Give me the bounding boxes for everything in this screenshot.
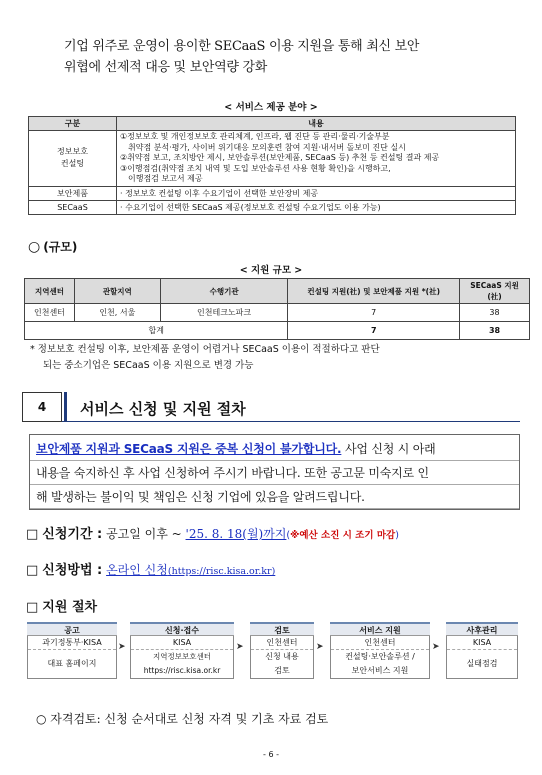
section-number: 4 xyxy=(22,392,62,422)
period-text: 공고일 이후 ~ xyxy=(102,527,186,541)
arrow-icon: ➤ xyxy=(432,642,440,652)
notice-line-1 xyxy=(36,437,513,461)
scale-heading xyxy=(28,238,77,255)
early-close-note: ※예산 소진 시 조기 마감 xyxy=(290,530,396,541)
step-announcement xyxy=(27,622,117,679)
arrow-icon: ➤ xyxy=(316,642,324,652)
arrow-icon: ➤ xyxy=(236,642,244,652)
scale-table-caption: < 지원 규모 > xyxy=(239,265,303,276)
table-row xyxy=(29,186,516,200)
service-category-product: 보안제품 xyxy=(29,186,117,200)
step-line: KISA xyxy=(447,636,517,650)
table-row xyxy=(25,322,530,340)
apply-url: (https://risc.kisa.or.kr) xyxy=(167,566,276,577)
service-content-secaas: · 수요기업이 선택한 SECaaS 제공(정보보호 컨설팅 수요기업도 이용 가능) xyxy=(117,200,516,214)
square-bullet: □ xyxy=(26,563,39,578)
step-title: 검토 xyxy=(250,622,314,636)
section-divider xyxy=(64,392,67,422)
scale-cell-agency: 인천테크노파크 xyxy=(160,304,288,322)
scale-heading-text: (규모) xyxy=(43,240,78,254)
step-line: KISA xyxy=(131,636,233,650)
notice-line-2: 내용을 숙지하신 후 사업 신청하여 주시기 바랍니다. 또한 공고문 미숙지로 인 xyxy=(36,466,429,480)
table-row xyxy=(29,131,516,187)
step-application xyxy=(130,622,234,679)
content-line: ①정보보호 및 개인정보보호 관리체계, 인프라, 웹 진단 등 관리·물리·기술부분 xyxy=(120,132,390,141)
service-content-consulting xyxy=(117,131,516,187)
step-followup xyxy=(446,622,518,679)
service-header-category: 구분 xyxy=(29,117,117,131)
content-line: ③이행점검(취약점 조치 내역 및 도입 보안솔루션 사용 현황 확인)을 시행하고, xyxy=(120,163,391,173)
duplicate-warning: 보안제품 지원과 SECaaS 지원은 중복 신청이 불가합니다. xyxy=(36,442,342,456)
intro-line-1: 기업 위주로 운영이 용이한 SECaaS 이용 지원을 통해 최신 보안 xyxy=(64,39,420,54)
paren: ) xyxy=(395,530,399,541)
scale-cell-region: 인천, 서울 xyxy=(74,304,160,322)
scale-header-secaas: SECaaS 지원(社) xyxy=(460,279,530,304)
intro-line-2: 위협에 선제적 대응 및 보안역량 강화 xyxy=(64,60,268,75)
step-line: 컨설팅·보안솔루션 / 보안서비스 지원 xyxy=(345,652,415,675)
application-period xyxy=(26,523,399,542)
step-line: 인천센터 xyxy=(331,636,429,650)
step-service xyxy=(330,622,430,679)
service-table xyxy=(28,116,516,215)
step-line: 신청 내용 검토 xyxy=(265,652,299,675)
notice-text: 사업 신청 시 아래 xyxy=(341,442,436,456)
step-title: 사후관리 xyxy=(446,622,518,636)
step-line: 실태점검 xyxy=(466,659,498,668)
deadline-text: '25. 8. 18(월)까지 xyxy=(185,527,287,541)
footnote-line-2: 되는 중소기업은 SECaaS 이용 지원으로 변경 가능 xyxy=(43,360,254,371)
page-number: - 6 - xyxy=(263,750,279,759)
step-line: 과기정통부·KISA xyxy=(28,636,116,650)
square-bullet: □ xyxy=(26,527,39,542)
notice-line-3: 해 발생하는 불이익 및 책임은 신청 기업에 있음을 알려드립니다. xyxy=(36,490,365,504)
arrow-icon: ➤ xyxy=(118,642,126,652)
procedure-label: 지원 절차 xyxy=(42,600,98,615)
service-category-consulting: 정보보호 컨설팅 xyxy=(29,131,117,187)
footnote-line-1: * 정보보호 컨설팅 이후, 보안제품 운영이 어렵거나 SECaaS 이용이 적절하다고 판단 xyxy=(30,344,380,355)
step-title: 공고 xyxy=(27,622,117,636)
scale-table xyxy=(24,278,530,340)
application-method xyxy=(26,559,275,578)
step-title: 신청·접수 xyxy=(130,622,234,636)
step-line: 대표 홈페이지 xyxy=(47,659,97,668)
content-line: ②취약점 보고, 조치방안 제시, 보안솔루션(보안제품, SECaaS 등) 추천 등 컨설팅 결과 제공 xyxy=(120,153,440,162)
content-line: 이행점검 보고서 제공 xyxy=(128,174,203,183)
intro-paragraph xyxy=(64,36,514,78)
online-apply-link[interactable] xyxy=(106,563,275,577)
step-line: 지역정보보호센터 https://risc.kisa.or.kr xyxy=(143,652,221,675)
scale-header-region: 관할지역 xyxy=(74,279,160,304)
procedure-heading xyxy=(26,596,97,615)
scale-header-center: 지역센터 xyxy=(25,279,75,304)
scale-header-agency: 수행기관 xyxy=(160,279,288,304)
method-label: 신청방법 : xyxy=(42,563,103,578)
step-line: 인천센터 xyxy=(251,636,313,650)
square-bullet: □ xyxy=(26,600,39,615)
scale-total-consulting: 7 xyxy=(288,322,460,340)
table-row xyxy=(29,200,516,214)
scale-header-consulting: 컨설팅 지원(社) 및 보안제품 지원 *(社) xyxy=(288,279,460,304)
scale-cell-secaas: 38 xyxy=(460,304,530,322)
service-header-content: 내용 xyxy=(117,117,516,131)
step-title: 서비스 지원 xyxy=(330,622,430,636)
scale-cell-consulting: 7 xyxy=(288,304,460,322)
online-apply-text: 온라인 신청 xyxy=(106,563,168,577)
eligibility-review: ○ 자격검토: 신청 순서대로 신청 자격 및 기초 자료 검토 xyxy=(36,712,329,726)
table-row xyxy=(25,304,530,322)
notice-box xyxy=(29,434,520,510)
section-title: 서비스 신청 및 지원 절차 xyxy=(80,400,246,418)
service-content-product: · 정보보호 컨설팅 이후 수요기업이 선택한 보안장비 제공 xyxy=(117,186,516,200)
service-category-secaas: SECaaS xyxy=(29,200,117,214)
section-4-header xyxy=(22,392,520,422)
paren: ( xyxy=(286,530,291,541)
scale-total-secaas: 38 xyxy=(460,322,530,340)
service-table-caption: < 서비스 제공 분야 > xyxy=(224,102,318,113)
period-label: 신청기간 : xyxy=(42,527,103,542)
scale-footnote xyxy=(30,342,520,374)
step-review xyxy=(250,622,314,679)
scale-cell-center: 인천센터 xyxy=(25,304,75,322)
content-line: 취약점 분석·평가, 사이버 위기대응 모의훈련 참여 지원·내서버 돌보미 진단 실시 xyxy=(128,142,406,152)
circle-bullet: ○ xyxy=(28,239,41,255)
scale-total-label: 합계 xyxy=(25,322,288,340)
